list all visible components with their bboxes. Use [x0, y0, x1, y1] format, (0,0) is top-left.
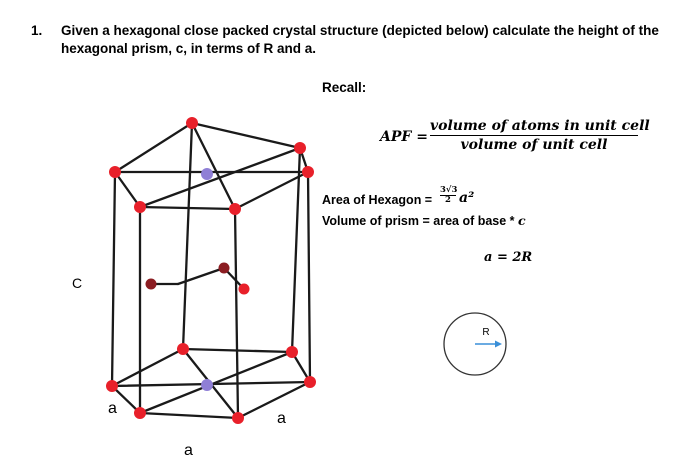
atom-red [106, 380, 118, 392]
atom-red [134, 201, 146, 213]
cell-edges [112, 123, 310, 418]
atom-red [304, 376, 316, 388]
prism-volume-label: Volume of prism = area of base * [322, 214, 519, 228]
atom-purple [201, 168, 213, 180]
atom-red [239, 284, 250, 295]
edge-label-a-bottom: a [184, 442, 193, 459]
question-text: Given a hexagonal close packed crystal structure (depicted below) calculate the height of the hexagonal prism, c, in terms of R and a. [61, 23, 659, 56]
apf-denominator: volume of unit cell [460, 137, 608, 153]
atom-red [286, 346, 298, 358]
question-number: 1. [31, 23, 43, 38]
atom-red [294, 142, 306, 154]
radius-label: R [482, 327, 490, 338]
coefficient-denominator: 2 [445, 195, 451, 205]
atom-dark [146, 279, 157, 290]
hexagon-area-label: Area of Hexagon = [322, 193, 433, 207]
edge-label-a-left: a [108, 400, 117, 417]
atom-red [232, 412, 244, 424]
atom-red [134, 407, 146, 419]
apf-numerator: volume of atoms in unit cell [430, 118, 650, 134]
apf-lhs: APF = [380, 129, 428, 145]
coefficient-numerator: 3√3 [440, 185, 458, 195]
a-equals-2r: a = 2R [484, 250, 533, 265]
atom-red [186, 117, 198, 129]
recall-title: Recall: [322, 80, 367, 95]
prism-volume-variable: c [518, 213, 526, 228]
atom-red [302, 166, 314, 178]
edge-label-a-right: a [277, 410, 286, 427]
atom-red [177, 343, 189, 355]
atom-purple [201, 379, 213, 391]
atom-red [229, 203, 241, 215]
atom-dark [219, 263, 230, 274]
height-label-c: C [72, 275, 83, 291]
atom-red [109, 166, 121, 178]
hexagon-area-variable: a² [459, 190, 475, 206]
